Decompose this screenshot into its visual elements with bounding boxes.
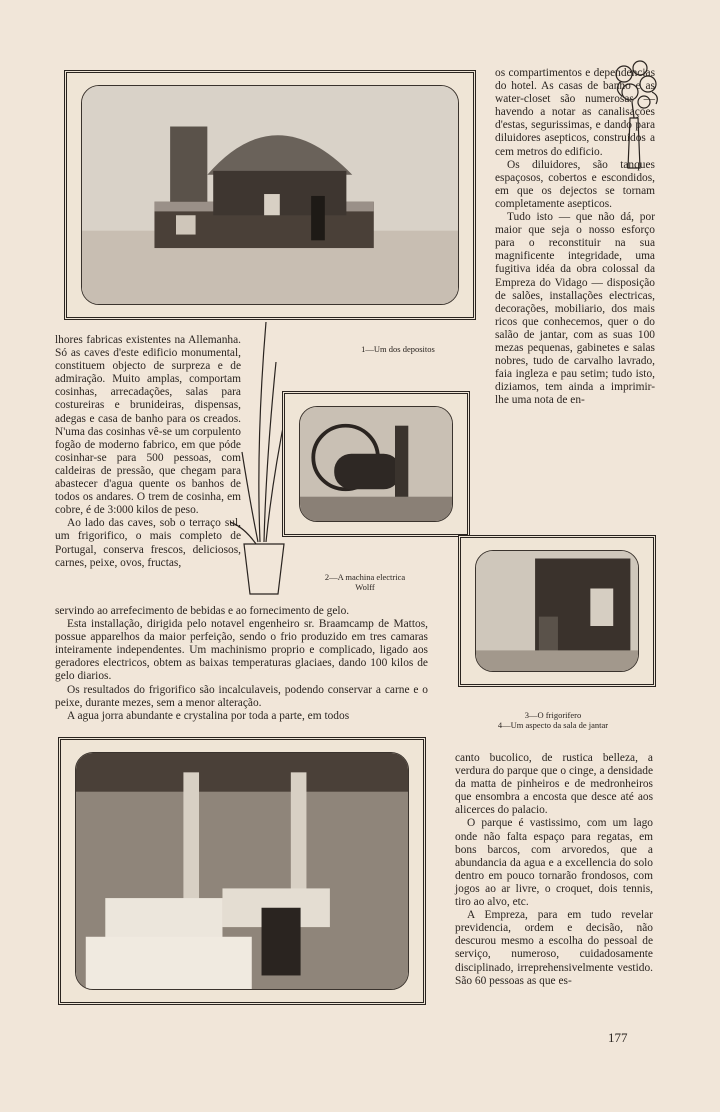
text-wide (55, 605, 428, 723)
caption-4: 4—Um aspecto da sala de jantar (497, 720, 609, 730)
caption-3: 3—O frigorifero (524, 710, 582, 720)
para: Os diluidores, são tanques espaçosos, cobertos e escondidos, em que os dejectos se tornam completamente asepticos. (495, 158, 655, 210)
para: A Empreza, para em tudo revelar previdencia, ordem e decisão, não descurou mesmo a escolha do pessoal de serviço, numeroso, cuidadosamente disciplinado, irreprehensivelmente vestido. São 60 pessoas as que es- (455, 909, 653, 987)
text-col-right-bottom (455, 752, 653, 988)
caption-2-line1: 2—A machina electrica (324, 572, 406, 582)
para: A agua jorra abundante e crystalina por toda a parte, em todos (67, 709, 350, 722)
photo-machina (282, 391, 470, 537)
para: Os resultados do frigorifico são incalculaveis, podendo conservar a carne e o peixe, durante mezes, sem a menor alteração. (55, 683, 428, 709)
caption-2 (310, 572, 420, 592)
para: servindo ao arrefecimento de bebidas e ao fornecimento de gelo. (55, 605, 350, 617)
para: canto bucolico, de rustica belleza, a verdura do parque que o cinge, a densidade da matta de pinheiros e de medronheiros que ensombra a encosta que desce até aos alicerces do palacio. (455, 752, 653, 817)
text-col-right-top (495, 67, 655, 407)
caption-3-4 (478, 710, 628, 730)
photo-sala-jantar (58, 737, 426, 1005)
para: lhores fabricas existentes na Allemanha. Só as caves d'este edificio monumental, constituem objecto de surpreza e de admiração. Muito amplas, comportam cosinhas, arrecadações, salas para costureiras e brunideiras, dispensas, adegas e casa de banho para os creados. N'uma das cosinhas vê-se um corpulento fogão de moderno fabrico, em que póde cosinhar-se para 500 pessoas, com caldeiras de pressão, que chegam para abastecer d'agua quente os banhos de todos os andares. O trem de cosinha, em cobre, é de 3:000 kilos de peso. (55, 334, 241, 517)
caption-2-line2: Wolff (355, 582, 375, 592)
page-number: 177 (608, 1030, 628, 1045)
para: os compartimentos e dependencias do hotel. As casas de banho e as water-closet são numerosas — havendo a notar as canalisações d'estas, segurissimas, e dando para diluidores asepticos, construidos a cem metros do edificio. (495, 67, 655, 158)
para: Esta installação, dirigida pelo notavel engenheiro sr. Braamcamp de Mattos, possue apparelhos da maior perfeição, sendo o frio produzido em tres camaras inteiramente independentes. Um machinismo proprio e complicado, ligado aos geradores electricos, obtem as baixas temperaturas glaciaes, dando 100 kilos de gelo diarios. (55, 618, 428, 683)
para: O parque é vastissimo, com um lago onde não falta espaço para regatas, em bons barcos, com arvoredos, que a abundancia da agua e a excellencia do solo dentro em pouco tornarão frondosos, com jogos ao ar livre, o croquet, dois tennis, tiro ao alvo, etc. (455, 817, 653, 909)
para: Ao lado das caves, sob o terraço sul, um frigorifico, o mais completo de Portugal, conserva frescos, deliciosos, carnes, peixe, ovos, fructas, (55, 517, 241, 569)
caption-1: 1—Um dos depositos (361, 344, 435, 354)
photo-frigorifero (458, 535, 656, 687)
text-col-left-mid (55, 334, 241, 570)
para: Tudo isto — que não dá, por maior que seja o nosso esforço para o reconstituir na sua magnificente integridade, uma fugitiva idéa da obra colossal da Empreza do Vidago — disposição de salões, installações electricas, decorações, mobiliario, dos mais ricos que conhecemos, quer o do salão de jantar, com as suas 100 mezas pequenas, gabinetes e salas nobres, tudo de carvalho lavrado, faia ingleza e pau setim; tudo isto, diziamos, tem ainda a imprimir-lhe uma nota de en- (495, 211, 655, 407)
photo-deposito (64, 70, 476, 320)
